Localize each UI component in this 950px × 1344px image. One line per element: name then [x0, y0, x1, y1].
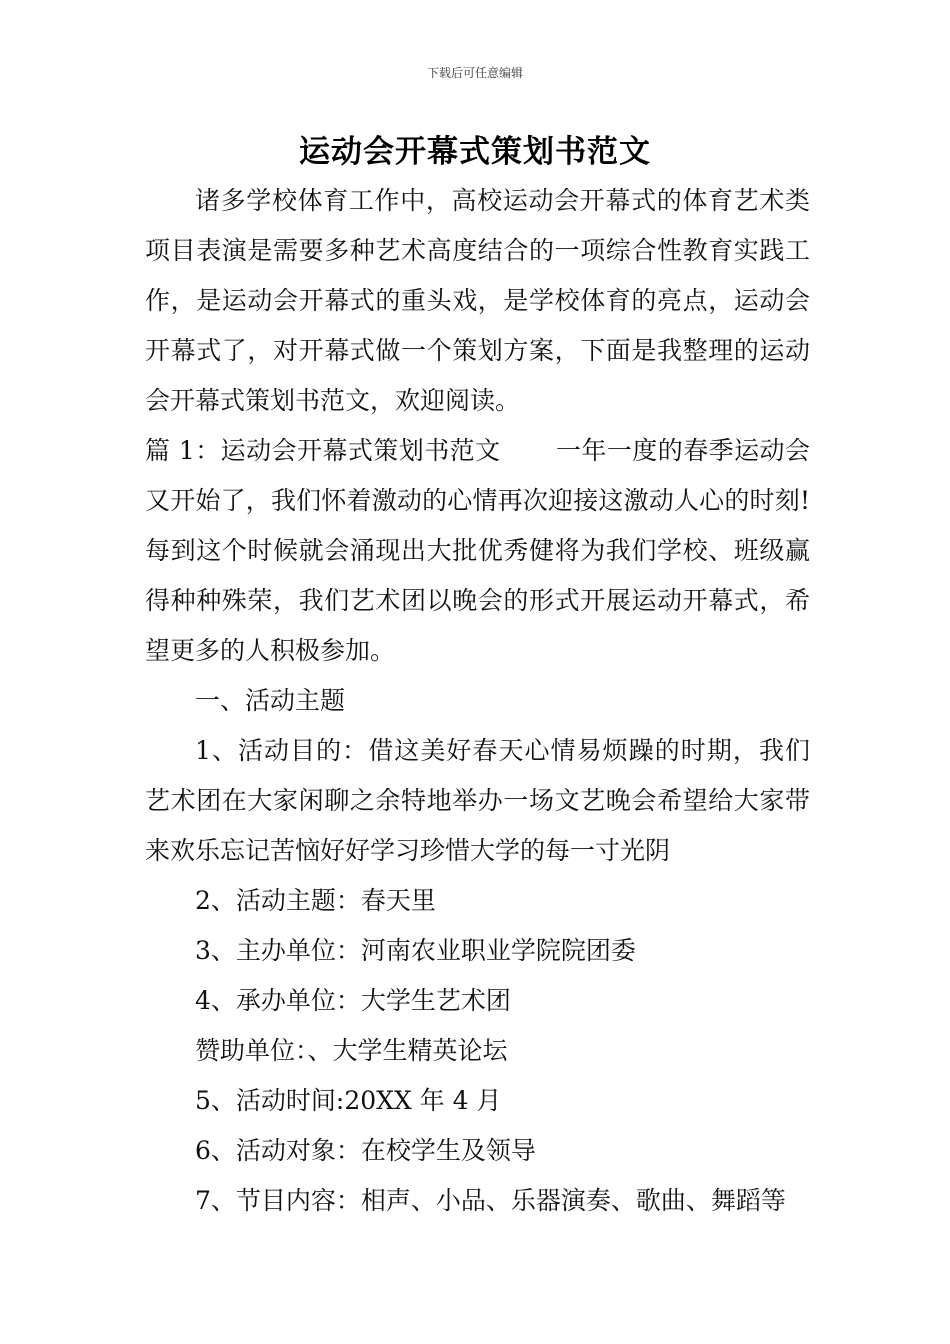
activity-time: 5、活动时间:20XX 年 4 月: [195, 1086, 502, 1115]
section-1-text: 一年一度的春季运动会又开始了，我们怀着激动的心情再次迎接这激动人心的时刻!每到这个时候就会涌现出大批优秀健将为我们学校、班级赢得种种殊荣，我们艺术团以晚会的形式开展运动开幕式，希望更多的人积极参加。: [145, 436, 810, 665]
document-body: [145, 176, 810, 1226]
activity-theme: 2、活动主题：春天里: [195, 886, 436, 915]
activity-audience: 6、活动对象：在校学生及领导: [195, 1136, 536, 1165]
sponsor: 赞助单位：、大学生精英论坛: [195, 1036, 508, 1065]
co-organizer: 4、承办单位：大学生艺术团: [195, 986, 511, 1015]
activity-purpose: 1、活动目的：借这美好春天心情易烦躁的时期，我们艺术团在大家闲聊之余特地举办一场文艺晚会希望给大家带来欢乐忘记苦恼好好学习珍惜大学的每一寸光阴: [145, 736, 810, 865]
document-title: 运动会开幕式策划书范文: [299, 134, 651, 170]
page-header: 下载后可任意编辑: [426, 66, 523, 80]
section-1-paragraph: [145, 426, 810, 676]
activity-theme-heading: 一、活动主题: [195, 686, 346, 715]
program-content: 7、节目内容：相声、小品、乐器演奏、歌曲、舞蹈等: [195, 1186, 786, 1215]
section-1-heading: 篇 1：运动会开幕式策划书范文: [145, 436, 501, 465]
organizer: 3、主办单位：河南农业职业学院院团委: [195, 936, 636, 965]
intro-paragraph: 诸多学校体育工作中，高校运动会开幕式的体育艺术类项目表演是需要多种艺术高度结合的一项综合性教育实践工作，是运动会开幕式的重头戏，是学校体育的亮点，运动会开幕式了，对开幕式做一个策划方案，下面是我整理的运动会开幕式策划书范文，欢迎阅读。: [145, 186, 810, 415]
